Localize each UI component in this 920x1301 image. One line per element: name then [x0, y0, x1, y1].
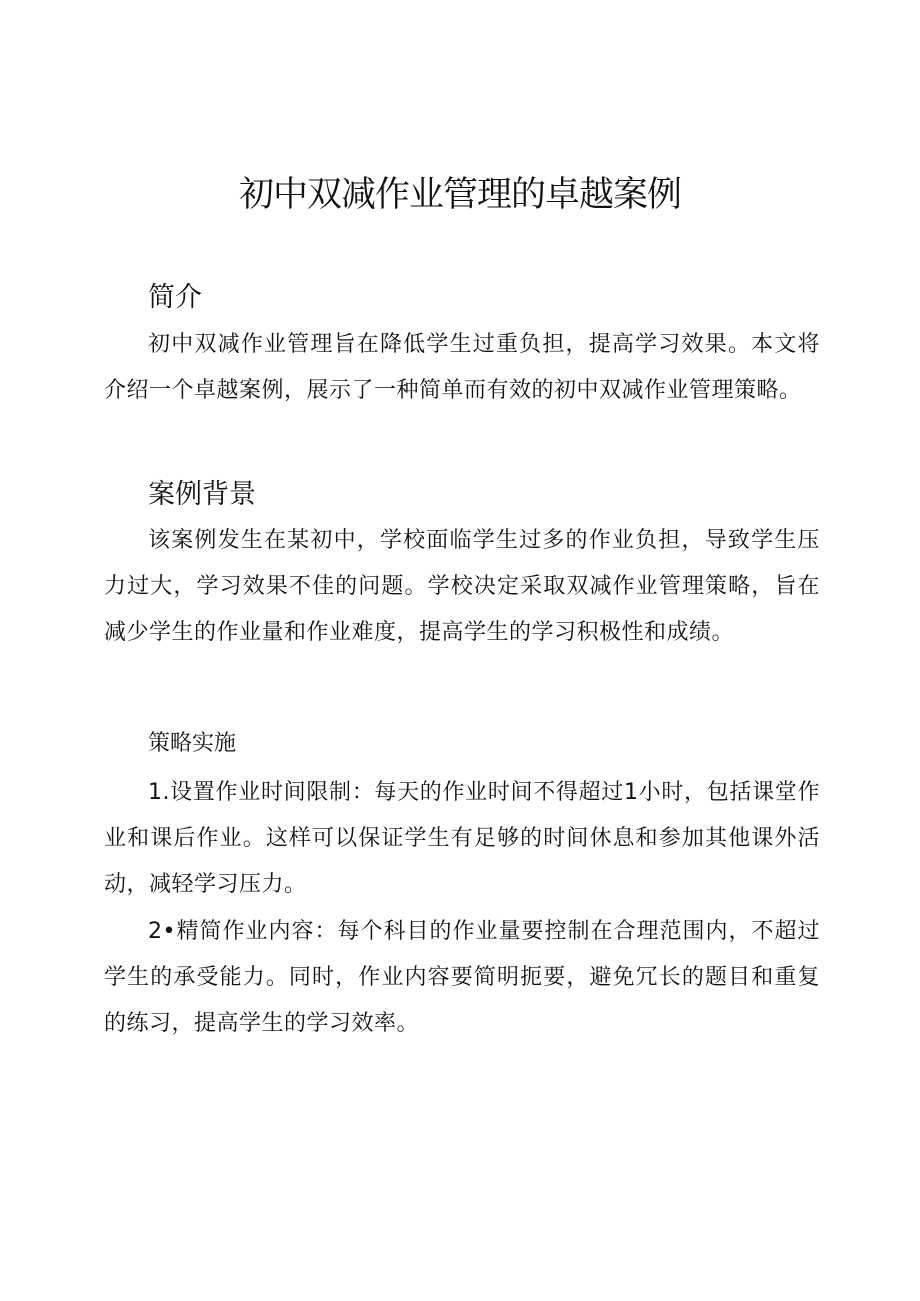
section-heading-strategy: 策略实施 — [148, 731, 237, 756]
intro-paragraph: 初中双减作业管理旨在降低学生过重负担，提高学习效果。本文将介绍一个卓越案例，展示了一种简单而有效的初中双减作业管理策略。 — [104, 332, 820, 403]
section-heading-background: 案例背景 — [148, 479, 256, 510]
document-title: 初中双减作业管理的卓越案例 — [238, 175, 681, 215]
section-heading-intro: 简介 — [148, 282, 202, 313]
background-paragraph: 该案例发生在某初中，学校面临学生过多的作业负担，导致学生压力过大，学习效果不佳的问题。学校决定采取双减作业管理策略，旨在减少学生的作业量和作业难度，提高学生的学习积极性和成绩。 — [104, 528, 820, 645]
strategy-item-1: 1.设置作业时间限制：每天的作业时间不得超过1小时，包括课堂作业和课后作业。这样可以保证学生有足够的时间休息和参加其他课外活动，减轻学习压力。 — [104, 780, 820, 897]
strategy-item-2: 2•精简作业内容：每个科目的作业量要控制在合理范围内，不超过学生的承受能力。同时，作业内容要简明扼要，避免冗长的题目和重复的练习，提高学生的学习效率。 — [104, 919, 820, 1036]
